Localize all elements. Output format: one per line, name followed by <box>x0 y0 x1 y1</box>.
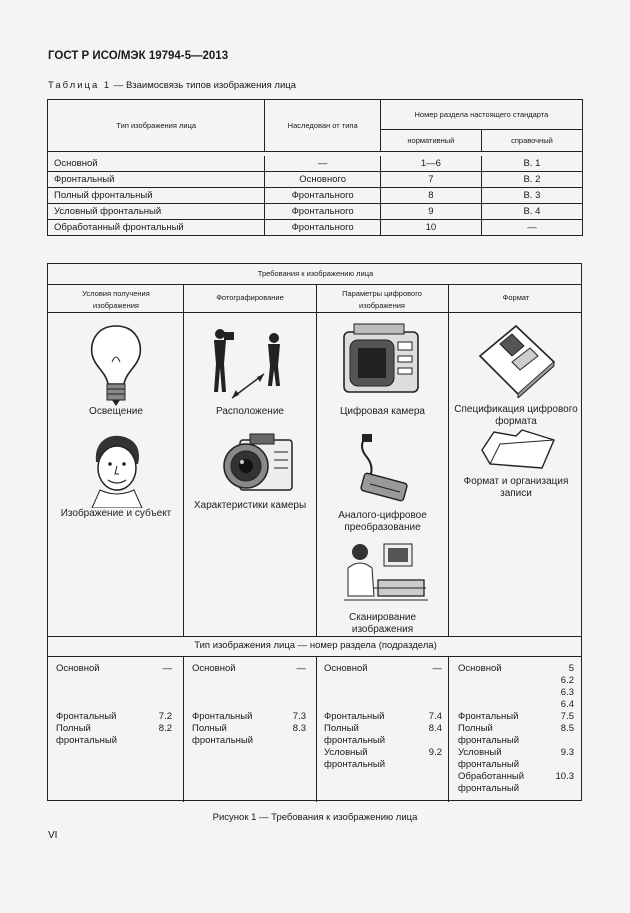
bottom-row: фронтальный <box>458 759 520 770</box>
bottom-row: Условный 9.3 <box>458 747 574 758</box>
bottom-row: Фронтальный 7.3 <box>192 711 306 722</box>
cell-type: Полный фронтальный <box>48 188 265 204</box>
table-caption-text: — Взаимосвязь типов изображения лица <box>111 80 296 91</box>
bottom-row: фронтальный <box>56 735 118 746</box>
cell-type: Основной <box>48 156 265 172</box>
adc-connector-icon <box>352 432 418 508</box>
bottom-row <box>192 675 306 687</box>
cell-normative: 7 <box>380 172 481 188</box>
cell-inherit: Основного <box>265 172 380 188</box>
cell-type: Обработанный фронтальный <box>48 220 265 236</box>
bottom-row: Условный 9.2 <box>324 747 442 758</box>
bottom-row: 6.4 <box>560 699 574 710</box>
label-digital-camera: Цифровая камера <box>339 406 425 417</box>
bottom-row <box>192 699 306 711</box>
cell-normative: 9 <box>380 204 481 220</box>
table-caption-prefix: Таблица 1 <box>48 80 112 91</box>
bottom-row: Фронтальный 7.5 <box>458 711 574 722</box>
bottom-col-photography <box>192 663 306 747</box>
col-header-type: Тип изображения лица <box>48 100 265 152</box>
table-caption <box>48 80 296 91</box>
label-format-spec: Спецификация цифрового формата <box>454 404 578 427</box>
col-header-reference: справочный <box>481 130 582 152</box>
col-header-inherit: Наследован от типа <box>265 100 380 152</box>
label-subject: Изображение и субъект <box>60 508 172 519</box>
bottom-row <box>56 699 172 711</box>
bottom-row <box>56 675 172 687</box>
label-format-org: Формат и организация записи <box>463 476 569 499</box>
bottom-row <box>324 687 442 699</box>
cell-reference: В. 1 <box>481 156 582 172</box>
bottom-row <box>324 699 442 711</box>
type-relationship-table <box>47 99 583 236</box>
bottom-col-acquisition <box>56 663 172 747</box>
table-row <box>48 156 583 172</box>
cell-inherit: — <box>265 156 380 172</box>
bottom-row: Полный 8.2 <box>56 723 172 734</box>
table-row <box>48 220 583 236</box>
bottom-row <box>324 675 442 687</box>
cell-inherit: Фронтального <box>265 220 380 236</box>
bottom-col-format <box>458 663 574 795</box>
cell-normative: 10 <box>380 220 481 236</box>
face-icon <box>86 432 148 508</box>
column-header-digital: Параметры цифрового изображения <box>342 289 422 310</box>
bottom-row: Основной — <box>192 663 306 674</box>
document-header: ГОСТ Р ИСО/МЭК 19794-5—2013 <box>48 50 229 62</box>
col-header-normative: нормативный <box>380 130 481 152</box>
folder-icon <box>480 428 556 470</box>
bottom-row <box>192 687 306 699</box>
bottom-row: Полный 8.3 <box>192 723 306 734</box>
figure-caption: Рисунок 1 — Требования к изображению лица <box>212 812 418 823</box>
cell-type: Условный фронтальный <box>48 204 265 220</box>
bottom-row: фронтальный <box>458 783 520 794</box>
bottom-row: 6.2 <box>560 675 574 686</box>
page-number: VI <box>48 830 58 841</box>
bottom-row: Основной — <box>56 663 172 674</box>
figure-requirements <box>47 263 582 801</box>
label-scanning: Сканирование изображения <box>348 612 417 635</box>
label-position: Расположение <box>216 406 284 417</box>
bottom-row <box>56 687 172 699</box>
scanning-icon <box>344 540 428 608</box>
column-header-photography: Фотографирование <box>216 293 284 302</box>
figure-title: Требования к изображению лица <box>257 269 374 278</box>
table-row <box>48 204 583 220</box>
bottom-row: Основной — <box>324 663 442 674</box>
cell-reference: — <box>481 220 582 236</box>
table-row <box>48 188 583 204</box>
cell-reference: В. 2 <box>481 172 582 188</box>
col-header-section: Номер раздела настоящего стандарта <box>380 100 582 130</box>
bottom-row: 6.3 <box>560 687 574 698</box>
bottom-col-digital <box>324 663 442 771</box>
cell-normative: 8 <box>380 188 481 204</box>
bottom-row: фронтальный <box>324 735 386 746</box>
bottom-row: фронтальный <box>192 735 254 746</box>
camera-specs-icon <box>220 432 296 494</box>
bottom-row: фронтальный <box>458 735 520 746</box>
bottom-row: Основной 5 <box>458 663 574 674</box>
label-adc: Аналого-цифровое преобразование <box>338 510 427 533</box>
column-header-format: Формат <box>502 293 530 302</box>
bottom-row: Полный 8.4 <box>324 723 442 734</box>
cell-inherit: Фронтального <box>265 204 380 220</box>
cell-inherit: Фронтального <box>265 188 380 204</box>
cell-normative: 1—6 <box>380 156 481 172</box>
label-camera-specs: Характеристики камеры <box>193 500 307 511</box>
digital-camera-icon <box>340 322 424 398</box>
label-lighting: Освещение <box>89 406 143 417</box>
bottom-title: Тип изображения лица — номер раздела (подраздела) <box>194 640 437 651</box>
cell-reference: В. 4 <box>481 204 582 220</box>
floppy-disk-icon <box>478 322 558 398</box>
bottom-row: фронтальный <box>324 759 386 770</box>
table-row <box>48 172 583 188</box>
positioning-icon <box>208 326 292 402</box>
lightbulb-icon <box>86 322 146 408</box>
cell-reference: В. 3 <box>481 188 582 204</box>
bottom-row: Фронтальный 7.2 <box>56 711 172 722</box>
bottom-row: Обработанный 10.3 <box>458 771 574 782</box>
column-header-acquisition: Условия получения изображения <box>82 289 150 310</box>
bottom-row: Полный 8.5 <box>458 723 574 734</box>
cell-type: Фронтальный <box>48 172 265 188</box>
bottom-row: Фронтальный 7.4 <box>324 711 442 722</box>
